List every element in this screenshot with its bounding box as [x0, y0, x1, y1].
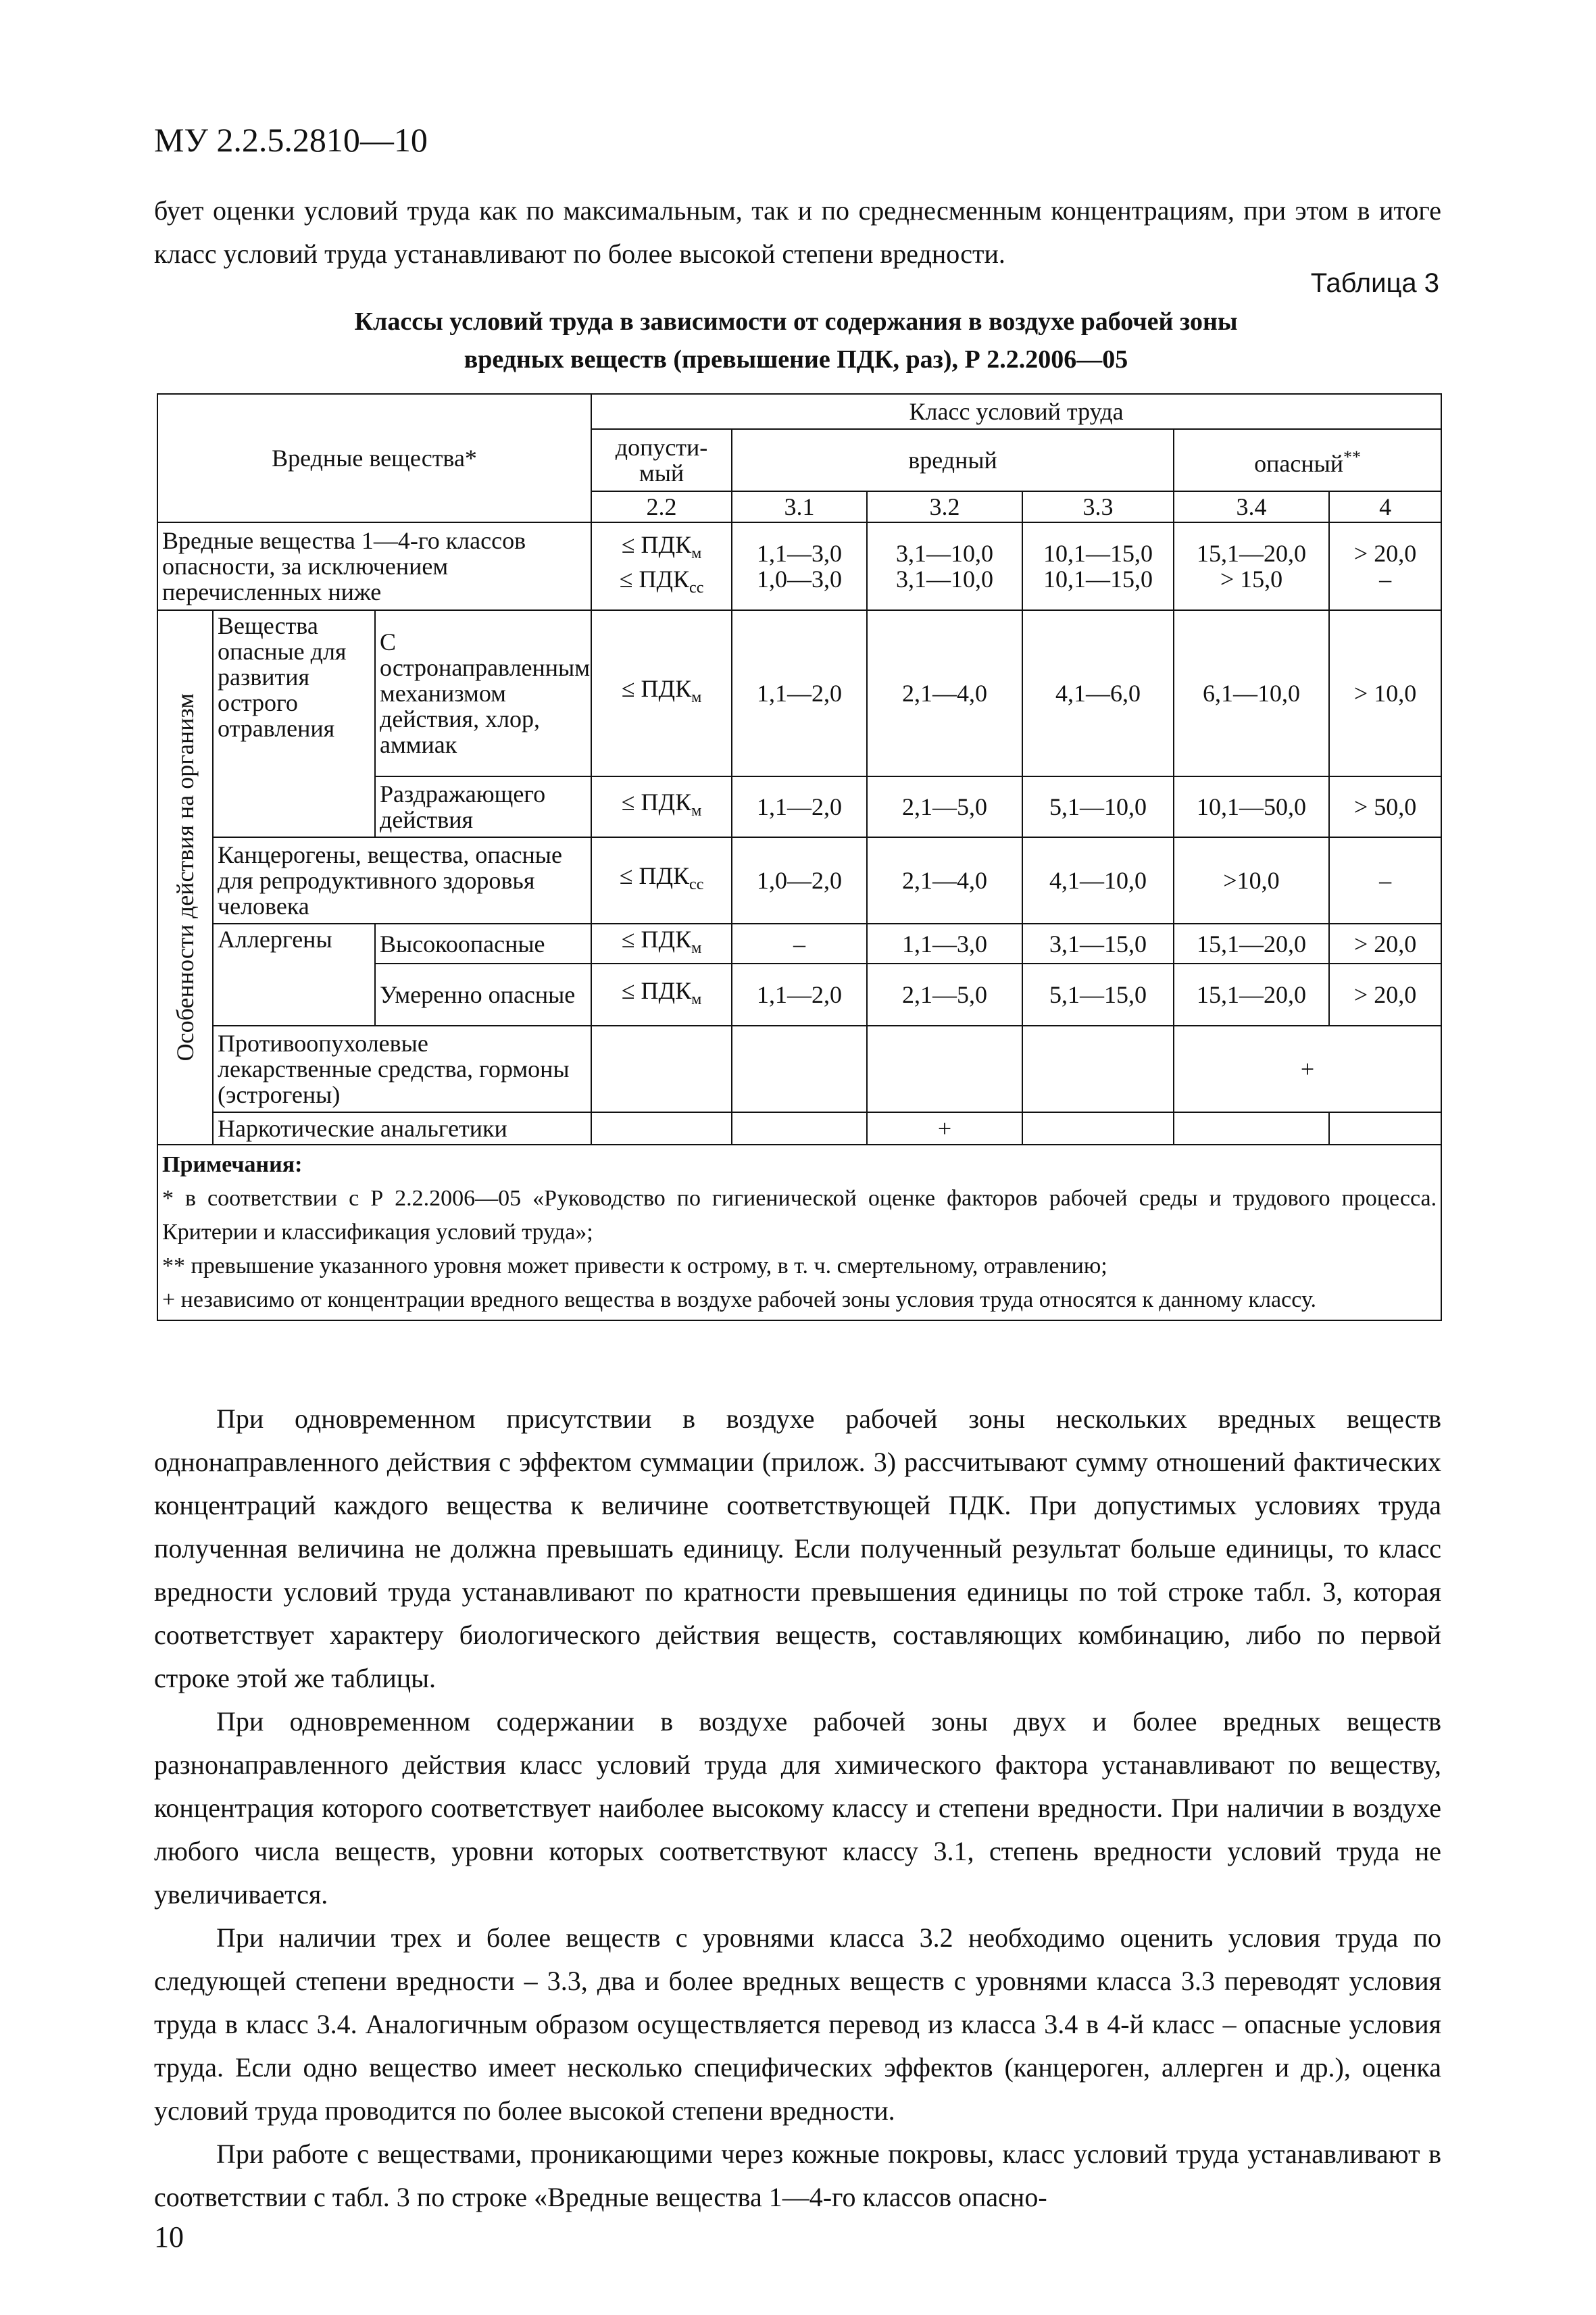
table-row-carcinogens — [157, 837, 1441, 924]
pdk-ss: ≤ $ПДК_{сс}$ — [619, 566, 704, 597]
cell-3-2: 2,1—4,0 — [867, 837, 1022, 924]
header-harmful: вредный — [732, 429, 1174, 491]
pdk-text: ПДК — [641, 530, 692, 558]
cell-4: > 50,0 — [1329, 776, 1441, 837]
cell-3-4: 10,1—50,0 — [1174, 776, 1329, 837]
header-class: Класс условий труда — [591, 394, 1441, 429]
table-row-narcotic — [157, 1112, 1441, 1145]
cell-plus: + — [867, 1112, 1022, 1145]
cell-4: > 20,0 — [1329, 964, 1441, 1026]
cell-empty — [1174, 1112, 1329, 1145]
cell-empty — [732, 1026, 867, 1112]
body-text — [154, 1397, 1441, 2219]
cell-empty — [1022, 1112, 1174, 1145]
body-paragraph-2: При одновременном содержании в воздухе рабочей зоны двух и более вредных веществ разнонаправленного действия класс условий труда для химического фактора устанавливают по веществу, концентрация которого соответствует наиболее высокому классу и степени вредности. При наличии в воздухе любого числа веществ, уровни которых соответствуют классу 3.1, степень вредности условий труда не увеличивается. — [154, 1706, 1441, 1910]
cell-pdk: ≤ $ПДК_м$ — [591, 610, 732, 776]
table-title-line2: вредных веществ (превышение ПДК, раз), Р 2.2.2006—05 — [464, 345, 1128, 374]
pdk-text: ПДК — [641, 926, 692, 953]
cell-3-3: 3,1—15,0 — [1022, 924, 1174, 964]
value-line: 3,1—10,0 — [896, 540, 994, 567]
value-line: > 15,0 — [1220, 566, 1283, 593]
row-label: Противоопухолевые лекарственные средства, гормоны (эстрогены) — [213, 1026, 591, 1112]
value-line: 3,1—10,0 — [896, 566, 994, 593]
row-label: Высокоопасные — [375, 924, 591, 964]
cell-4: – — [1329, 837, 1441, 924]
pdk-sub: м — [691, 545, 702, 562]
body-paragraph-4: При работе с веществами, проникающими через кожные покровы, класс условий труда устанавливают в соответствии с табл. 3 по строке «Вредные вещества 1—4-го классов опасно- — [154, 2139, 1441, 2212]
cell-pdk: ≤ $ПДК_м$ — [591, 776, 732, 837]
pdk-m: ≤ $ПДК_м$ — [621, 530, 702, 562]
note-1: * в соответствии с Р 2.2.2006—05 «Руководство по гигиенической оценке факторов рабочей среды и трудового процесса. Критерии и классификация условий труда»; — [162, 1186, 1437, 1245]
cell-pdk: ≤ $ПДК_{сс}$ — [591, 837, 732, 924]
cell-3-3: 4,1—6,0 — [1022, 610, 1174, 776]
cell-3-4 — [1174, 522, 1329, 610]
pdk-sub: м — [691, 990, 702, 1008]
header-dangerous-text: опасный — [1254, 449, 1344, 477]
header-dangerous-mark: ** — [1343, 447, 1362, 467]
class-3-3: 3.3 — [1022, 491, 1174, 522]
value-line: 1,0—3,0 — [757, 566, 843, 593]
side-label-cell — [157, 610, 213, 1145]
cell-3-3 — [1022, 522, 1174, 610]
table-row-general — [157, 522, 1441, 610]
class-3-4: 3.4 — [1174, 491, 1329, 522]
value-line: 1,1—3,0 — [757, 540, 843, 567]
cell-3-1: – — [732, 924, 867, 964]
cell-empty — [591, 1112, 732, 1145]
table-title — [154, 303, 1438, 378]
cell-3-2: 2,1—4,0 — [867, 610, 1022, 776]
cell-3-4: 6,1—10,0 — [1174, 610, 1329, 776]
cell-3-2 — [867, 522, 1022, 610]
cell-empty — [867, 1026, 1022, 1112]
cell-3-3: 4,1—10,0 — [1022, 837, 1174, 924]
value-line: 10,1—15,0 — [1043, 540, 1153, 567]
row-label: Раздражающего действия — [375, 776, 591, 837]
cell-pdk: ≤ $ПДК_м$ — [591, 964, 732, 1026]
side-label: Особенности действия на организм — [172, 693, 199, 1062]
body-paragraph-1: При одновременном присутствии в воздухе рабочей зоны нескольких вредных веществ однонаправленного действия с эффектом суммации (прилож. 3) рассчитывают сумму отношений фактических концентраций каждого вещества к величине соответствующей ПДК. При допустимых условиях труда полученная величина не должна превышать единицу. Если полученный результат больше единицы, то класс вредности условий труда устанавливают по кратности превышения единицы по той строке табл. 3, которая соответствует характеру биологического действия веществ, составляющих комбинацию, либо по первой строке этой же таблицы. — [154, 1403, 1441, 1693]
note-2: ** превышение указанного уровня может привести к острому, в т. ч. смертельному, отравлению; — [162, 1253, 1107, 1279]
pdk-text: ПДК — [639, 862, 690, 890]
pdk-sub: сс — [689, 876, 704, 894]
cell-3-1: 1,1—2,0 — [732, 610, 867, 776]
cell-3-2: 2,1—5,0 — [867, 776, 1022, 837]
pdk-sub: м — [691, 802, 702, 820]
value-line: > 20,0 — [1353, 540, 1417, 567]
table-notes-row — [157, 1145, 1441, 1320]
cell-4: > 20,0 — [1329, 924, 1441, 964]
cell-empty — [591, 1026, 732, 1112]
table-label: Таблица 3 — [1310, 268, 1439, 298]
header-dangerous — [1174, 429, 1441, 491]
class-4: 4 — [1329, 491, 1441, 522]
cell-3-2: 2,1—5,0 — [867, 964, 1022, 1026]
header-allowed: допусти-мый — [591, 429, 732, 491]
classes-table — [157, 393, 1442, 1321]
cell-pdk: ≤ $ПДК_м$ — [591, 924, 732, 964]
note-3: + независимо от концентрации вредного вещества в воздухе рабочей зоны условия труда относятся к данному классу. — [162, 1287, 1316, 1313]
cell-3-4: 15,1—20,0 — [1174, 964, 1329, 1026]
intro-paragraph — [154, 189, 1441, 276]
intro-text: бует оценки условий труда как по максимальным, так и по среднесменным концентрациям, при этом в итоге класс условий труда устанавливают по более высокой степени вредности. — [154, 195, 1441, 269]
cell-empty — [732, 1112, 867, 1145]
pdk-sub: м — [691, 939, 702, 957]
cell-3-1: 1,1—2,0 — [732, 964, 867, 1026]
cell-4 — [1329, 522, 1441, 610]
header-substances: Вредные вещества* — [157, 394, 591, 522]
cell-plus: + — [1174, 1026, 1441, 1112]
acute-group-label: Вещества опасные для развития острого отравления — [213, 610, 375, 837]
page-number: 10 — [154, 2220, 184, 2254]
allergens-label: Аллергены — [213, 924, 375, 1026]
cell-3-4: >10,0 — [1174, 837, 1329, 924]
pdk-text: ПДК — [641, 976, 692, 1004]
table-row-allergen-high — [157, 924, 1441, 964]
table-title-line1: Классы условий труда в зависимости от содержания в воздухе рабочей зоны — [354, 307, 1238, 336]
pdk-sub: м — [691, 689, 702, 707]
row-label: Канцерогены, вещества, опасные для репродуктивного здоровья человека — [213, 837, 591, 924]
notes-title: Примечания: — [162, 1152, 303, 1178]
cell-empty — [1022, 1026, 1174, 1112]
row-label: Умеренно опасные — [375, 964, 591, 1026]
notes-cell — [157, 1145, 1441, 1320]
table-row-antitumor — [157, 1026, 1441, 1112]
pdk-sub: сс — [689, 579, 704, 597]
value-line: 15,1—20,0 — [1197, 540, 1307, 567]
cell-3-2: 1,1—3,0 — [867, 924, 1022, 964]
cell-3-1: 1,0—2,0 — [732, 837, 867, 924]
table-header-row-1 — [157, 394, 1441, 429]
table-row-acute-1 — [157, 610, 1441, 776]
cell-4: > 10,0 — [1329, 610, 1441, 776]
row-label: Вредные вещества 1—4-го классов опасности, за исключением перечисленных ниже — [157, 522, 591, 610]
pdk-text: ПДК — [639, 566, 690, 593]
cell-pdk — [591, 522, 732, 610]
pdk-text: ПДК — [641, 675, 692, 703]
cell-3-3: 5,1—15,0 — [1022, 964, 1174, 1026]
class-3-2: 3.2 — [867, 491, 1022, 522]
row-label: С остронаправленным механизмом действия, хлор, аммиак — [375, 610, 591, 776]
row-label: Наркотические анальгетики — [213, 1112, 591, 1145]
cell-3-4: 15,1—20,0 — [1174, 924, 1329, 964]
cell-3-1 — [732, 522, 867, 610]
document-header: МУ 2.2.5.2810—10 — [154, 121, 428, 159]
pdk-text: ПДК — [641, 789, 692, 816]
cell-empty — [1329, 1112, 1441, 1145]
body-paragraph-3: При наличии трех и более веществ с уровнями класса 3.2 необходимо оценить условия труда по следующей степени вредности – 3.3, два и более вредных веществ с уровнями класса 3.3 переводят условия труда в класс 3.4. Аналогичным образом осуществляется перевод из класса 3.4 в 4-й класс – опасные условия труда. Если одно вещество имеет несколько специфических эффектов (канцероген, аллерген и др.), оценка условий труда проводится по более высокой степени вредности. — [154, 1922, 1441, 2126]
cell-3-3: 5,1—10,0 — [1022, 776, 1174, 837]
class-3-1: 3.1 — [732, 491, 867, 522]
value-line: 10,1—15,0 — [1043, 566, 1153, 593]
value-line: – — [1379, 566, 1392, 593]
class-2-2: 2.2 — [591, 491, 732, 522]
cell-3-1: 1,1—2,0 — [732, 776, 867, 837]
